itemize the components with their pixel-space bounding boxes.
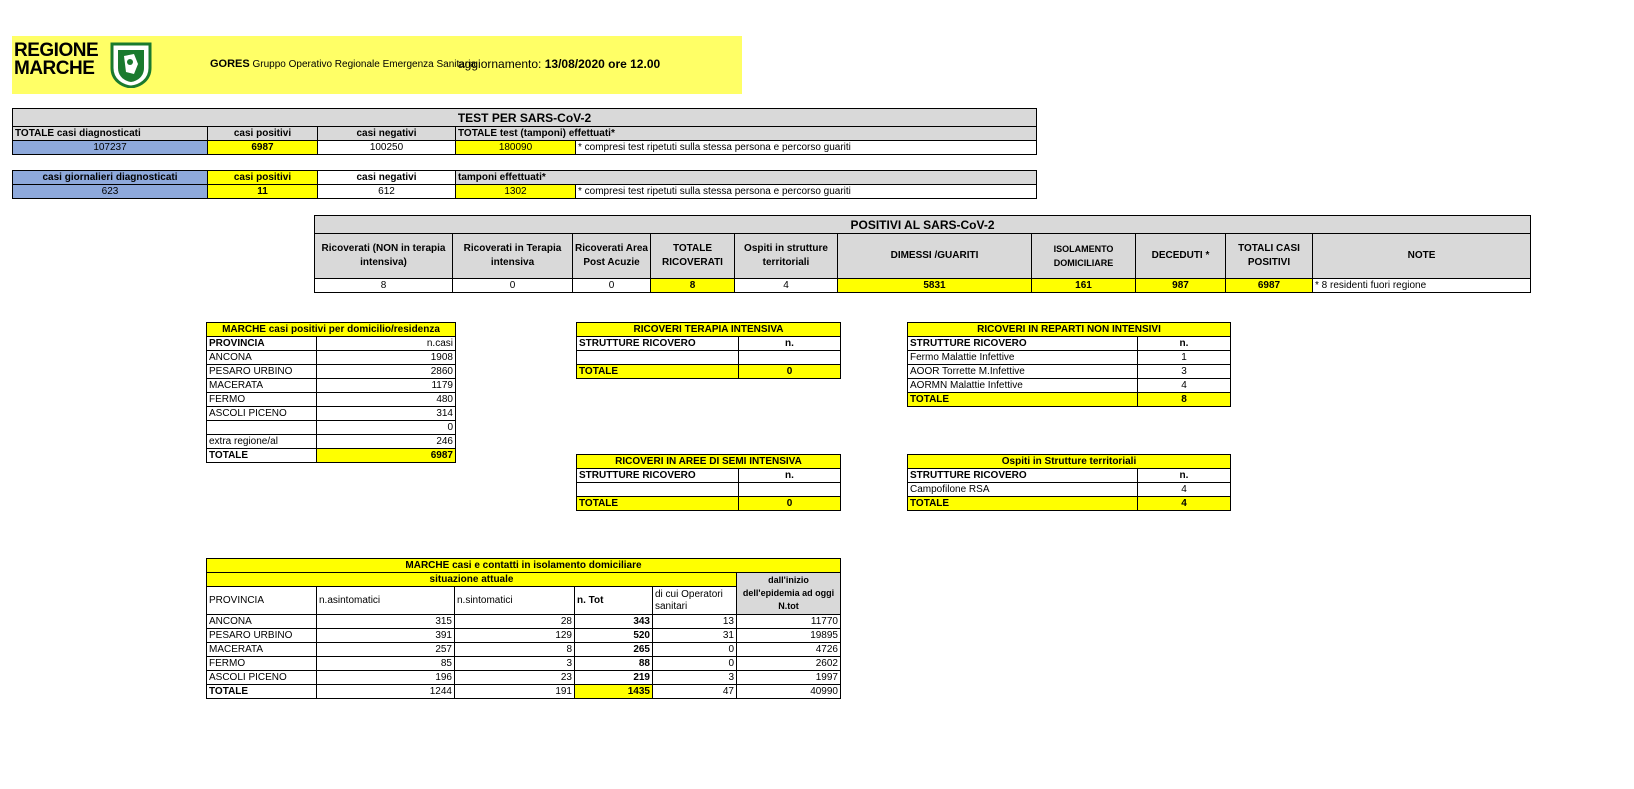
table-row <box>207 393 456 407</box>
test-giornalieri-table <box>12 170 1037 199</box>
tot-count: 88 <box>575 657 653 671</box>
struttura-count: 3 <box>1138 365 1231 379</box>
domicilio-title: MARCHE casi positivi per domicilio/residenza <box>207 323 456 337</box>
test-totali-table <box>12 108 1037 155</box>
table-row <box>908 483 1231 497</box>
h-casi-giornalieri: casi giornalieri diagnosticati <box>13 171 208 185</box>
os-h-n: n. <box>1138 469 1231 483</box>
sintomatici-count: 28 <box>455 615 575 629</box>
struttura-name: AORMN Malattie Infettive <box>908 379 1138 393</box>
non-intensivi-table <box>907 322 1231 407</box>
region-shield-icon <box>110 42 152 88</box>
provincia-name: MACERATA <box>207 643 317 657</box>
ni-totale-label: TOTALE <box>908 393 1138 407</box>
asintomatici-count: 315 <box>317 615 455 629</box>
asintomatici-count: 391 <box>317 629 455 643</box>
provincia-name: ASCOLI PICENO <box>207 671 317 685</box>
struttura-count: 1 <box>1138 351 1231 365</box>
domicilio-totale-value: 6987 <box>317 449 456 463</box>
iso-h-sintomatici: n.sintomatici <box>455 587 575 615</box>
iso-subtitle: situazione attuale <box>207 573 737 587</box>
h-ospiti-strutture: Ospiti in strutture territoriali <box>735 234 838 279</box>
ti-title: RICOVERI TERAPIA INTENSIVA <box>577 323 841 337</box>
struttura-count: 4 <box>1138 379 1231 393</box>
h-ricoverati-post-acuzie: Ricoverati Area Post Acuzie <box>573 234 651 279</box>
v-casi-giornalieri: 623 <box>13 185 208 199</box>
positivi-table <box>314 215 1531 293</box>
update-label: aggiornamento: <box>458 57 542 71</box>
update-value: 13/08/2020 ore 12.00 <box>544 57 661 71</box>
provincia-name: ASCOLI PICENO <box>207 407 317 421</box>
inizio-count: 1997 <box>737 671 841 685</box>
table-row <box>207 657 841 671</box>
v-totale-tamponi: 180090 <box>456 141 576 155</box>
v-ricoverati-non-ti: 8 <box>315 279 453 293</box>
provincia-name: PESARO URBINO <box>207 365 317 379</box>
v-ricoverati-ti: 0 <box>453 279 573 293</box>
table-row <box>207 421 456 435</box>
iso-h-asintomatici: n.asintomatici <box>317 587 455 615</box>
struttura-count: 4 <box>1138 483 1231 497</box>
iso-h-tot: n. Tot <box>575 587 653 615</box>
provincia-name: FERMO <box>207 393 317 407</box>
provincia-count: 1908 <box>317 351 456 365</box>
provincia-name: extra regione/al <box>207 435 317 449</box>
gores-acronym: GORES <box>210 58 250 70</box>
table-row <box>207 435 456 449</box>
ni-h-n: n. <box>1138 337 1231 351</box>
isolamento-table <box>206 558 841 699</box>
v-ricoverati-post-acuzie: 0 <box>573 279 651 293</box>
v-casi-positivi: 6987 <box>208 141 318 155</box>
ti-totale-value: 0 <box>739 365 841 379</box>
table-row <box>207 629 841 643</box>
asintomatici-count: 85 <box>317 657 455 671</box>
domicilio-totale-label: TOTALE <box>207 449 317 463</box>
struttura-name: Fermo Malattie Infettive <box>908 351 1138 365</box>
test-totali-title: TEST PER SARS-CoV-2 <box>13 109 1037 127</box>
h-totali-casi-positivi: TOTALI CASI POSITIVI <box>1226 234 1313 279</box>
provincia-name: ANCONA <box>207 351 317 365</box>
provincia-count: 1179 <box>317 379 456 393</box>
sintomatici-count: 3 <box>455 657 575 671</box>
table-row <box>908 379 1231 393</box>
h-casi-negativi: casi negativi <box>318 127 456 141</box>
provincia-name <box>207 421 317 435</box>
h-isolamento-domiciliare: ISOLAMENTO DOMICILIARE <box>1032 234 1136 279</box>
table-row <box>207 379 456 393</box>
tot-count: 520 <box>575 629 653 643</box>
iso-h-inizio: dall'inizio dell'epidemia ad oggi N.tot <box>737 573 841 615</box>
os-title: Ospiti in Strutture territoriali <box>908 455 1231 469</box>
gores-label <box>210 58 476 70</box>
asintomatici-count: 196 <box>317 671 455 685</box>
table-row <box>207 365 456 379</box>
operatori-count: 13 <box>653 615 737 629</box>
positivi-title: POSITIVI AL SARS-CoV-2 <box>315 216 1531 234</box>
os-totale-value: 4 <box>1138 497 1231 511</box>
inizio-count: 11770 <box>737 615 841 629</box>
inizio-count: 2602 <box>737 657 841 671</box>
si-h-strutture: STRUTTURE RICOVERO <box>577 469 739 483</box>
h-provincia: PROVINCIA <box>207 337 317 351</box>
inizio-count: 4726 <box>737 643 841 657</box>
iso-totale-inizio: 40990 <box>737 685 841 699</box>
iso-totale-label: TOTALE <box>207 685 317 699</box>
provincia-count: 314 <box>317 407 456 421</box>
v-deceduti: 987 <box>1136 279 1226 293</box>
v-isolamento-domiciliare: 161 <box>1032 279 1136 293</box>
table-row <box>577 351 841 365</box>
asintomatici-count: 257 <box>317 643 455 657</box>
v-casi-negativi: 100250 <box>318 141 456 155</box>
semi-intensiva-table <box>576 454 841 511</box>
iso-totale-operatori: 47 <box>653 685 737 699</box>
tamponi-note: * compresi test ripetuti sulla stessa persona e percorso guariti <box>576 141 1037 155</box>
os-h-strutture: STRUTTURE RICOVERO <box>908 469 1138 483</box>
update-info <box>458 57 660 71</box>
v-totale-ricoverati: 8 <box>651 279 735 293</box>
logo-line-2: MARCHE <box>14 58 95 79</box>
ti-totale-label: TOTALE <box>577 365 739 379</box>
h-ricoverati-ti: Ricoverati in Terapia intensiva <box>453 234 573 279</box>
inizio-count: 19895 <box>737 629 841 643</box>
iso-title: MARCHE casi e contatti in isolamento domiciliare <box>207 559 841 573</box>
si-title: RICOVERI IN AREE DI SEMI INTENSIVA <box>577 455 841 469</box>
h-ricoverati-non-ti: Ricoverati (NON in terapia intensiva) <box>315 234 453 279</box>
sintomatici-count: 23 <box>455 671 575 685</box>
v-giorn-tamponi: 1302 <box>456 185 576 199</box>
table-row <box>908 365 1231 379</box>
domicilio-table <box>206 322 456 463</box>
region-logo-text <box>14 42 98 78</box>
v-giorn-negativi: 612 <box>318 185 456 199</box>
giorn-tamponi-note: * compresi test ripetuti sulla stessa persona e percorso guariti <box>576 185 1037 199</box>
iso-h-operatori: di cui Operatori sanitari <box>653 587 737 615</box>
table-row <box>577 483 841 497</box>
h-note: NOTE <box>1313 234 1531 279</box>
table-row <box>207 615 841 629</box>
si-h-n: n. <box>739 469 841 483</box>
logo-line-1: REGIONE <box>14 40 99 61</box>
provincia-name: MACERATA <box>207 379 317 393</box>
v-ospiti-strutture: 4 <box>735 279 838 293</box>
si-totale-label: TOTALE <box>577 497 739 511</box>
table-row <box>207 643 841 657</box>
iso-h-provincia: PROVINCIA <box>207 587 317 615</box>
provincia-name: FERMO <box>207 657 317 671</box>
h-giorn-tamponi: tamponi effettuati* <box>456 171 1037 185</box>
provincia-count: 2860 <box>317 365 456 379</box>
h-totale-ricoverati: TOTALE RICOVERATI <box>651 234 735 279</box>
provincia-name: ANCONA <box>207 615 317 629</box>
tot-count: 343 <box>575 615 653 629</box>
ni-h-strutture: STRUTTURE RICOVERO <box>908 337 1138 351</box>
h-totale-tamponi: TOTALE test (tamponi) effettuati* <box>456 127 1037 141</box>
provincia-count: 0 <box>317 421 456 435</box>
v-note: * 8 residenti fuori regione <box>1313 279 1531 293</box>
ti-h-n: n. <box>739 337 841 351</box>
table-row <box>908 351 1231 365</box>
table-row <box>207 351 456 365</box>
si-totale-value: 0 <box>739 497 841 511</box>
h-dimessi-guariti: DIMESSI /GUARITI <box>838 234 1032 279</box>
table-row <box>207 671 841 685</box>
terapia-intensiva-table <box>576 322 841 379</box>
h-giorn-negativi: casi negativi <box>318 171 456 185</box>
provincia-name: PESARO URBINO <box>207 629 317 643</box>
v-totali-casi-positivi: 6987 <box>1226 279 1313 293</box>
v-dimessi-guariti: 5831 <box>838 279 1032 293</box>
provincia-count: 480 <box>317 393 456 407</box>
iso-totale-row <box>207 685 841 699</box>
h-deceduti: DECEDUTI * <box>1136 234 1226 279</box>
struttura-name: Campofilone RSA <box>908 483 1138 497</box>
h-giorn-positivi: casi positivi <box>208 171 318 185</box>
gores-description: Gruppo Operativo Regionale Emergenza Sanitaria <box>252 59 476 70</box>
v-giorn-positivi: 11 <box>208 185 318 199</box>
provincia-count: 246 <box>317 435 456 449</box>
ni-title: RICOVERI IN REPARTI NON INTENSIVI <box>908 323 1231 337</box>
table-row <box>207 407 456 421</box>
h-casi-positivi: casi positivi <box>208 127 318 141</box>
v-totale-casi: 107237 <box>13 141 208 155</box>
tot-count: 219 <box>575 671 653 685</box>
operatori-count: 0 <box>653 657 737 671</box>
ti-h-strutture: STRUTTURE RICOVERO <box>577 337 739 351</box>
ospiti-table <box>907 454 1231 511</box>
sintomatici-count: 129 <box>455 629 575 643</box>
h-totale-casi: TOTALE casi diagnosticati <box>13 127 208 141</box>
h-ncasi: n.casi <box>317 337 456 351</box>
iso-totale-tot: 1435 <box>575 685 653 699</box>
operatori-count: 0 <box>653 643 737 657</box>
os-totale-label: TOTALE <box>908 497 1138 511</box>
struttura-name: AOOR Torrette M.Infettive <box>908 365 1138 379</box>
iso-totale-asint: 1244 <box>317 685 455 699</box>
ni-totale-value: 8 <box>1138 393 1231 407</box>
sintomatici-count: 8 <box>455 643 575 657</box>
operatori-count: 3 <box>653 671 737 685</box>
tot-count: 265 <box>575 643 653 657</box>
iso-totale-sint: 191 <box>455 685 575 699</box>
operatori-count: 31 <box>653 629 737 643</box>
